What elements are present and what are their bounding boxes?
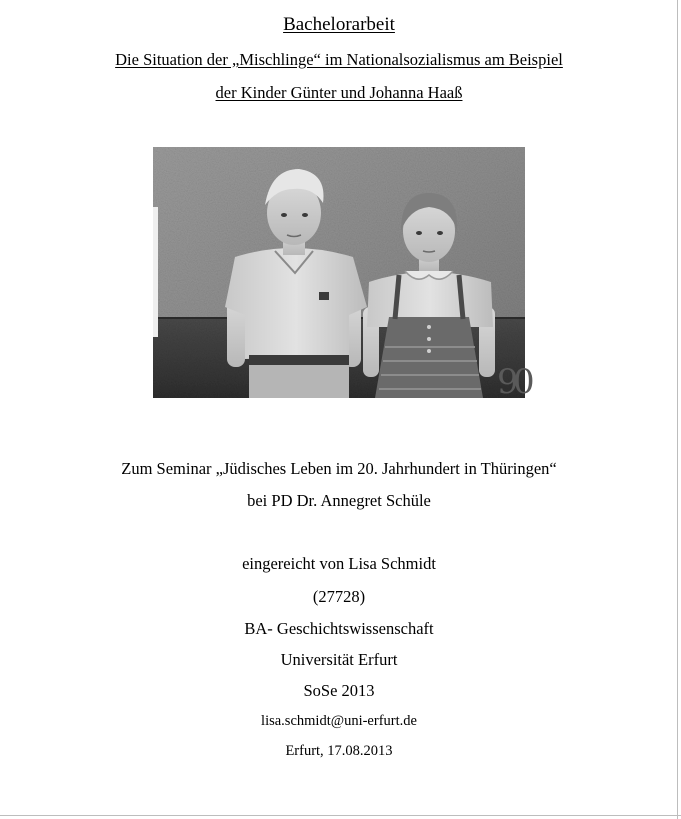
- seminar-line2: bei PD Dr. Annegret Schüle: [247, 491, 431, 510]
- seminar-line1: Zum Seminar „Jüdisches Leben im 20. Jahrhundert in Thüringen“: [121, 459, 557, 478]
- svg-text:9: 9: [497, 362, 519, 402]
- document-subtitle-line2: der Kinder Günter und Johanna Haaß: [215, 83, 463, 102]
- study-program: BA- Geschichtswissenschaft: [244, 619, 434, 638]
- student-id: (27728): [312, 587, 366, 606]
- university-name: Universität Erfurt: [280, 650, 398, 669]
- semester: SoSe 2013: [303, 681, 375, 700]
- document-title: Bachelorarbeit: [283, 14, 395, 35]
- submitted-by: eingereicht von Lisa Schmidt: [242, 554, 436, 573]
- email-address: lisa.schmidt@uni-erfurt.de: [261, 713, 417, 729]
- place-and-date: Erfurt, 17.08.2013: [285, 743, 393, 759]
- svg-text:0: 0: [513, 362, 535, 402]
- title-photo: [153, 147, 535, 402]
- document-subtitle-line1: Die Situation der „Mischlinge“ im Nationalsozialismus am Beispiel: [115, 50, 563, 69]
- photo-two-children-icon: [153, 147, 535, 402]
- page-edge-bottom: [0, 815, 681, 816]
